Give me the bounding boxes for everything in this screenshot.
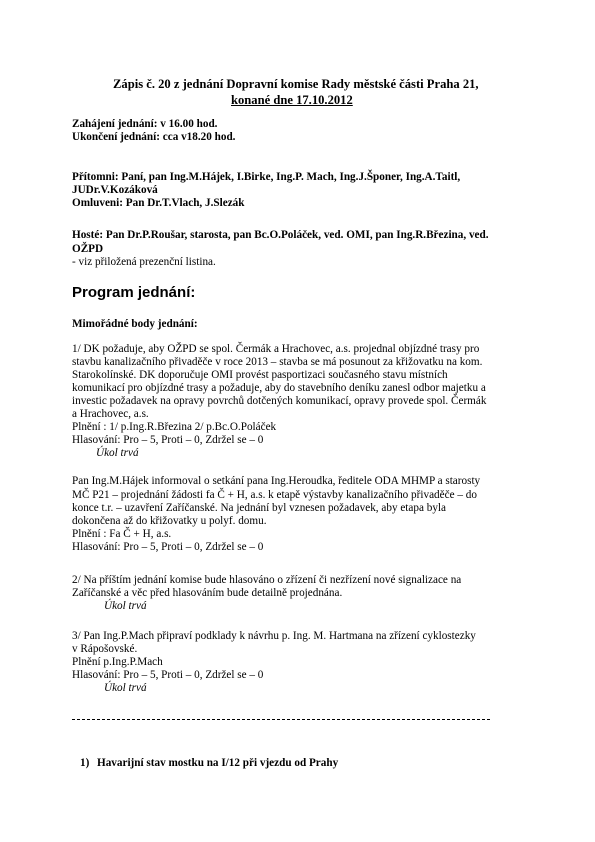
item4-voting: Hlasování: Pro – 5, Proti – 0, Zdržel se – 0 [72,669,264,681]
item2-line: Pan Ing.M.Hájek informoval o setkání pana Ing.Heroudka, ředitele ODA MHMP a starosty [72,475,481,487]
meeting-end: Ukončení jednání: cca v18.20 hod. [72,131,236,143]
item1-line: investic požadavek na opravy povrchů dotčených komunikací, opravy provede spol. Čermák [72,395,487,407]
item4-status: Úkol trvá [104,682,147,694]
item2-line: MČ P21 – projednání žádosti fa Č + H, a.s. k etapě výstavby kanalizačního přivaděče – do [72,489,477,501]
present-line1: Přítomni: Paní, pan Ing.M.Hájek, I.Birke, Ing.P. Mach, Ing.J.Šponer, Ing.A.Taitl, [72,171,461,183]
guests-line2: OŽPD [72,243,104,255]
item4-line: 3/ Pan Ing.P.Mach připraví podklady k návrhu p. Ing. M. Hartmana na zřízení cyklostezky [72,630,476,642]
item4-fulfilment: Plnění p.Ing.P.Mach [72,656,163,668]
item2-voting: Hlasování: Pro – 5, Proti – 0, Zdržel se – 0 [72,541,264,553]
item3-line: 2/ Na příštím jednání komise bude hlasováno o zřízení či nezřízení nové signalizace na [72,574,462,586]
program-heading: Program jednání: [72,284,196,301]
excused-line: Omluveni: Pan Dr.T.Vlach, J.Slezák [72,197,245,209]
guests-note: - viz přiložená prezenční listina. [72,256,216,268]
item1-line: a Hrachovec, a.s. [72,408,149,420]
guests-line1: Hosté: Pan Dr.P.Roušar, starosta, pan Bc.O.Poláček, ved. OMI, pan Ing.R.Březina, ved. [72,229,489,241]
item3-status: Úkol trvá [104,600,147,612]
present-line2: JUDr.V.Kozáková [72,184,158,196]
separator-line [72,719,490,720]
item1-voting: Hlasování: Pro – 5, Proti – 0, Zdržel se – 0 [72,434,264,446]
item2-fulfilment: Plnění : Fa Č + H, a.s. [72,528,172,540]
item2-line: konce t.r. – uzavření Zaříčanské. Na jednání byl vznesen požadavek, aby etapa byla [72,502,446,514]
item1-line: komunikací pro objízdné trasy a požaduje, aby do stavebního deníku zanesl odbor majetku a [72,382,486,394]
item4-line: v Rápošovské. [72,643,138,655]
item3-line: Zaříčanské a věc před hlasováním bude detailně projednána. [72,587,343,599]
numbered-item-number: 1) [80,757,90,769]
item1-fulfilment: Plnění : 1/ p.Ing.R.Březina 2/ p.Bc.O.Poláček [72,421,277,433]
extra-items-heading: Mimořádné body jednání: [72,318,198,330]
item1-line: Starokolínské. DK doporučuje OMI provést pasportizaci současného stavu místních [72,369,448,381]
item1-line: stavbu kanalizačního přivaděče v roce 2013 – stavba se má posunout za křižovatku na kom. [72,356,483,368]
numbered-item-title: Havarijní stav mostku na I/12 při vjezdu od Prahy [97,757,339,769]
item2-line: dokončena až do křižovatky u polyf. domu. [72,515,267,527]
meeting-start: Zahájení jednání: v 16.00 hod. [72,118,218,130]
document-title-line2: konané dne 17.10.2012 [231,93,353,107]
document-title-line1: Zápis č. 20 z jednání Dopravní komise Rady městské části Praha 21, [113,77,479,91]
item1-line: 1/ DK požaduje, aby OŽPD se spol. Čermák a Hrachovec, a.s. projednal objízdné trasy pro [72,343,480,355]
item1-status: Úkol trvá [96,447,139,459]
